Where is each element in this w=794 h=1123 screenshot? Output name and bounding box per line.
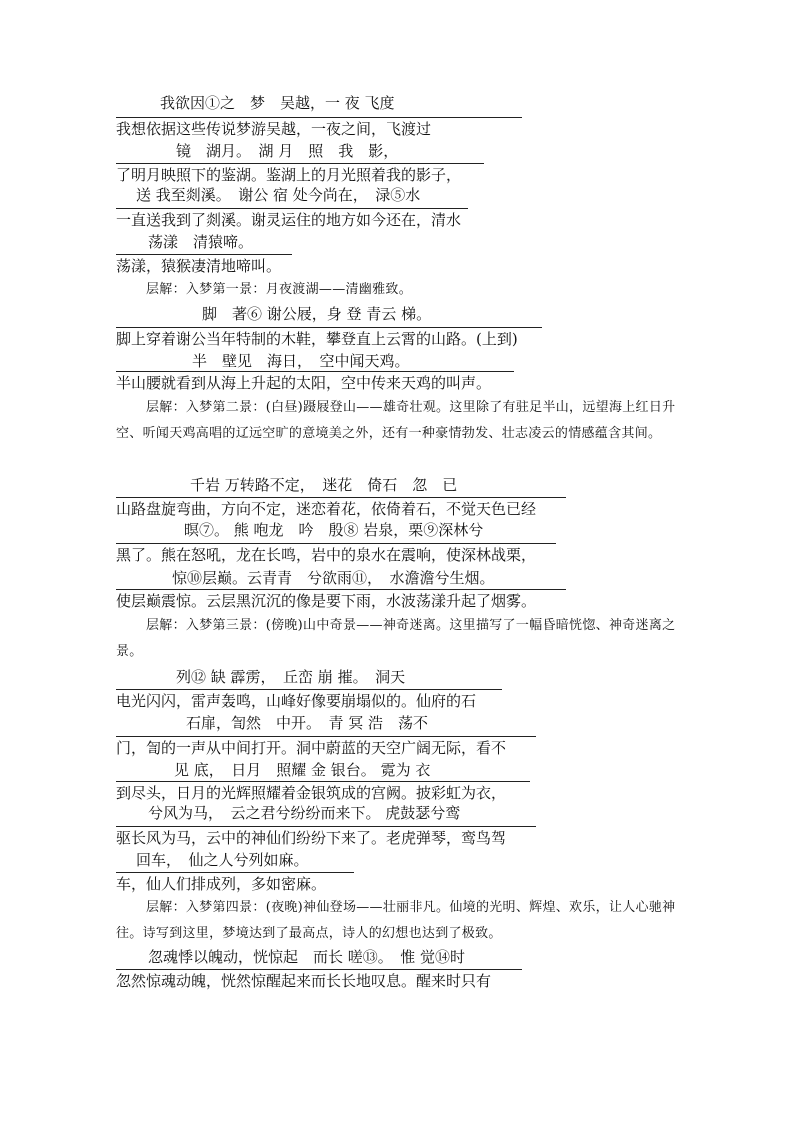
translation-line: 门，訇的一声从中间打开。洞中蔚蓝的天空广阔无际，看不 — [116, 736, 536, 757]
original-line: 惊⑩层巅。云青青 兮欲雨⑪， 水澹澹兮生烟。 — [172, 569, 495, 587]
original-line: 荡漾 清猿啼。 — [148, 233, 254, 251]
analysis-note-4: 层解：入梦第四景：(夜晚)神仙登场——壮丽非凡。仙境的光明、辉煌、欢乐，让人心驰神往。诗写到这里，梦境达到了最高点，诗人的幻想也达到了极致。 — [116, 900, 676, 941]
original-line: 列⑫ 缺 霹雳， 丘峦 崩 摧。 洞天 — [176, 668, 406, 686]
original-line: 我欲因①之 梦 吴越，一 夜 飞度 — [160, 94, 395, 112]
original-line: 回车， 仙之人兮列如麻。 — [136, 851, 309, 869]
original-line: 脚 著⑥ 谢公屐，身 登 青云 梯。 — [202, 305, 432, 323]
translation-line: 忽然惊魂动魄，恍然惊醒起来而长长地叹息。醒来时只有 — [116, 969, 522, 990]
analysis-note-3: 层解：入梦第三景：(傍晚)山中奇景——神奇迷离。这里描写了一幅昏暗恍惚、神奇迷离之景。 — [116, 618, 676, 659]
original-line: 送 我至剡溪。 谢公 宿 处今尚在， 渌⑤水 — [136, 186, 421, 204]
translation-line: 我想依据这些传说梦游吴越，一夜之间，飞渡过 — [116, 117, 522, 138]
translation-line: 驱长风为马，云中的神仙们纷纷下来了。老虎弹琴，鸾鸟驾 — [116, 826, 536, 847]
translation-line: 到尽头，日月的光辉照耀着金银筑成的宫阙。披彩虹为衣， — [116, 781, 530, 802]
translation-line: 了明月映照下的鉴湖。鉴湖上的月光照着我的影子， — [116, 163, 484, 184]
original-line: 兮风为马， 云之君兮纷纷而来下。 虎鼓瑟兮鸾 — [148, 804, 461, 822]
translation-line: 一直送我到了剡溪。谢灵运住的地方如今还在，清水 — [116, 208, 468, 229]
translation-line: 黑了。熊在怒吼，龙在长鸣，岩中的泉水在震响，使深林战栗， — [116, 543, 556, 564]
translation-line: 车，仙人们排成列，多如密麻。 — [116, 872, 354, 893]
original-line: 见 底， 日月 照耀 金 银台。 霓为 衣 — [174, 761, 431, 779]
original-line: 石扉，訇然 中开。 青 冥 浩 荡不 — [186, 714, 429, 732]
translation-line: 荡漾，猿猴凄清地啼叫。 — [116, 254, 292, 275]
translation-line: 脚上穿着谢公当年特制的木鞋，攀登直上云霄的山路。(上到) — [116, 327, 542, 348]
original-line: 忽魂悸以魄动，恍惊起 而长 嗟⑬。 惟 觉⑭时 — [148, 948, 466, 966]
analysis-note-1: 层解：入梦第一景：月夜渡湖——清幽雅致。 — [146, 282, 413, 297]
original-line: 镜 湖月。 湖 月 照 我 影， — [176, 142, 399, 160]
translation-line: 山路盘旋弯曲，方向不定，迷恋着花，依倚着石，不觉天色已经 — [116, 497, 566, 518]
original-line: 半 壁见 海日， 空中闻天鸡。 — [192, 352, 410, 370]
translation-line: 半山腰就看到从海上升起的太阳，空中传来天鸡的叫声。 — [116, 371, 514, 392]
original-line: 千岩 万转路不定， 迷花 倚石 忽 已 — [190, 476, 458, 494]
original-line: 暝⑦。 熊 咆龙 吟 殷⑧ 岩泉，栗⑨深林兮 — [184, 521, 484, 539]
translation-line: 电光闪闪，雷声轰鸣，山峰好像要崩塌似的。仙府的石 — [116, 689, 502, 710]
analysis-note-2: 层解：入梦第二景：(白昼)蹑屐登山——雄奇壮观。这里除了有驻足半山，远望海上红日升空、听闻天鸡高唱的辽远空旷的意境美之外，还有一种豪情勃发、壮志凌云的情感蕴含其间。 — [116, 400, 676, 441]
translation-line: 使层巅震惊。云层黑沉沉的像是要下雨，水波荡漾升起了烟雾。 — [116, 589, 566, 610]
